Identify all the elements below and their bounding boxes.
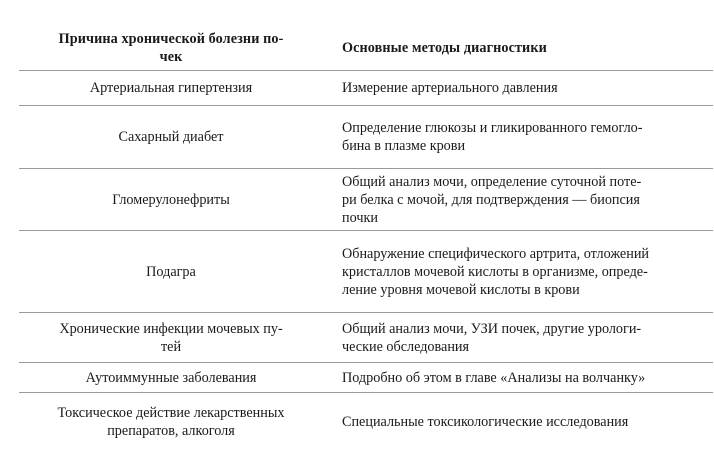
method-text: Подробно об этом в главе «Анализы на волчанку» (342, 369, 646, 386)
method-text: бина в плазме крови (342, 138, 466, 154)
header-cause-line: чек (159, 48, 183, 65)
method-text: Обнаружение специфического артрита, отложений (342, 245, 650, 262)
method-text: Измерение артериального давления (342, 80, 558, 96)
header-cause (19, 25, 325, 71)
method-text: ческие обследования (342, 338, 470, 355)
table-row (19, 313, 713, 363)
cause-text: Гломерулонефриты (112, 191, 230, 208)
method-cell (325, 231, 713, 313)
cause-cell (19, 393, 325, 452)
method-text: Специальные токсикологические исследования (342, 414, 629, 430)
cause-text: Хронические инфекции мочевых пу- (59, 320, 283, 337)
cause-cell (19, 363, 325, 393)
method-text: ление уровня мочевой кислоты в крови (342, 281, 580, 298)
header-cause-line: Причина хронической болезни по- (58, 30, 284, 47)
cause-text: Артериальная гипертензия (89, 80, 253, 96)
table-row (19, 169, 713, 231)
header-method: Основные методы диагностики (325, 25, 713, 71)
table-row (19, 71, 713, 106)
method-text: почки (342, 209, 378, 226)
method-text: Общий анализ мочи, УЗИ почек, другие урологи- (342, 320, 642, 337)
cause-cell (19, 313, 325, 363)
method-cell (325, 106, 713, 169)
table-header-row (19, 25, 713, 71)
method-cell (325, 313, 713, 363)
table-row (19, 231, 713, 313)
method-cell (325, 71, 713, 106)
cause-cell (19, 106, 325, 169)
method-text: ри белка с мочой, для подтверждения — биопсия (342, 191, 640, 208)
cause-cell (19, 71, 325, 106)
cause-text: Аутоиммунные заболевания (85, 369, 257, 386)
diagnostics-table (19, 25, 713, 451)
cause-text: Подагра (146, 263, 196, 280)
cause-cell (19, 169, 325, 231)
cause-text: Токсическое действие лекарственных (57, 405, 285, 421)
method-cell (325, 169, 713, 231)
method-cell (325, 363, 713, 393)
cause-text: тей (160, 338, 182, 355)
method-cell (325, 393, 713, 452)
cause-cell (19, 231, 325, 313)
method-text: Общий анализ мочи, определение суточной поте- (342, 173, 642, 190)
cause-text: Сахарный диабет (118, 129, 224, 145)
table-row (19, 106, 713, 169)
table-row (19, 393, 713, 452)
cause-text: препаратов, алкоголя (107, 423, 235, 439)
method-text: кристаллов мочевой кислоты в организме, опреде- (342, 263, 648, 280)
table-row (19, 363, 713, 393)
method-text: Определение глюкозы и гликированного гемогло- (342, 120, 643, 136)
